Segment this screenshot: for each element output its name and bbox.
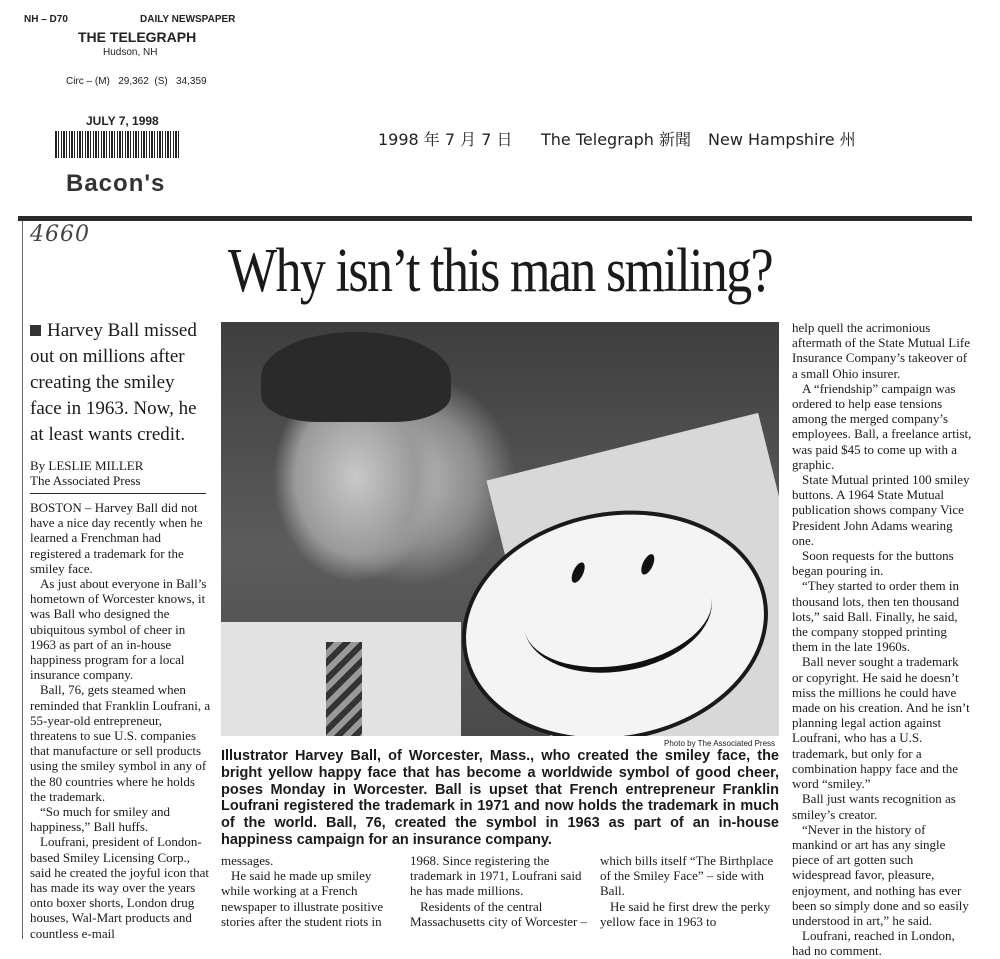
column-3 (410, 853, 590, 929)
paragraph: As just about everyone in Ball’s hometown of Worcester knows, it was Ball who designed the ubiquitous symbol of cheer in 1963 as part of an in-house happiness program for a local insurance company. (30, 576, 207, 683)
paragraph: help quell the acrimonious aftermath of the State Mutual Life Insurance Company’s takeover of a small Ohio insurer. (792, 320, 970, 381)
column-1 (30, 500, 211, 941)
paragraph: Ball just wants recognition as smiley’s creator. (792, 791, 956, 822)
clip-circulation: Circ – (M) 29,362 (S) 34,359 (66, 76, 207, 87)
photo-caption: Illustrator Harvey Ball, of Worcester, Mass., who created the smiley face, the bright yellow happy face that has become a worldwide symbol of good cheer, poses Monday in Worcester. Ball is upset that French entrepreneur Franklin Loufrani registered the trademark in 1971 and now holds the trademark in much of the world. Ball, 76, created the symbol in 1963 as part of an in-house happiness campaign for an insurance company. (221, 748, 779, 848)
byline-rule (30, 493, 206, 494)
paragraph: Soon requests for the buttons began pouring in. (792, 548, 954, 579)
portrait-hair (261, 332, 451, 422)
paragraph: A “friendship” campaign was ordered to help ease tensions among the merged company’s employees. Ball, a freelance artist, was paid $45 to come up with a graphic. (792, 380, 972, 472)
column-5 (792, 320, 972, 959)
paragraph: “So much for smiley and happiness,” Ball huffs. (30, 804, 170, 835)
clip-city: Hudson, NH (103, 47, 158, 58)
article-photo (221, 322, 779, 736)
handwritten-number: 4660 (30, 222, 90, 247)
portrait-tie (326, 642, 362, 736)
square-bullet-icon (30, 325, 41, 336)
paragraph: which bills itself “The Birthplace of the Smiley Face” – side with Ball. (600, 853, 774, 899)
paragraph: He said he made up smiley while working at a French newspaper to illustrate positive stories after the student riots in (221, 868, 384, 929)
paragraph: Ball never sought a trademark or copyright. He said he doesn’t miss the millions he could have made on his creation. And he isn’t planning legal action against Loufrani, who has a U.S. trademark, but only for a combination happy face and the word “smiley.” (792, 654, 970, 792)
paragraph: Ball, 76, gets steamed when reminded that Franklin Loufrani, a 55-year-old entrepreneur, threatens to sue U.S. companies that manufacture or sell products using the smiley symbol in any of the 80 countries where he holds the trademark. (30, 682, 211, 804)
clip-paper: THE TELEGRAPH (78, 29, 197, 45)
paragraph: “Never in the history of mankind or art has any single piece of art gotten such widespread favor, pleasure, enjoyment, and nothing has ever been so simply done and so easily understood in art,” he said. (792, 821, 969, 928)
byline: By LESLIE MILLER (30, 458, 144, 473)
paragraph: “They started to order them in thousand lots, then ten thousand lots,” said Ball. Finally, he said, the company stopped printing them in the late 1960s. (792, 578, 960, 655)
clip-date: JULY 7, 1998 (86, 114, 159, 128)
smiley-mouth (514, 540, 721, 687)
photo-credit: Photo by The Associated Press (664, 739, 776, 748)
paragraph: 1968. Since registering the trademark in 1971, Loufrani said he has made millions. (410, 853, 582, 899)
jp-date: 1998 年 7 月 7 日 (378, 130, 513, 149)
barcode (55, 131, 179, 158)
top-rule (18, 216, 972, 221)
agency: The Associated Press (30, 473, 141, 488)
bacons-logo: Bacon's (66, 170, 166, 197)
deck (30, 318, 210, 448)
left-border (22, 221, 23, 939)
jp-paper: The Telegraph 新聞 (541, 130, 691, 149)
paragraph: Residents of the central Massachusetts city of Worcester – (410, 898, 588, 929)
paragraph: State Mutual printed 100 smiley buttons. A 1964 State Mutual publication shows company Vice President John Adams wearing one. (792, 472, 970, 548)
paragraph: Loufrani, reached in London, had no comment. (792, 928, 955, 959)
column-4 (600, 853, 778, 929)
jp-state: New Hampshire 州 (708, 130, 856, 149)
clip-code: NH – D70 (24, 14, 68, 25)
paragraph: He said he first drew the perky yellow face in 1963 to (600, 898, 771, 929)
deck-text: Harvey Ball missed out on millions after creating the smiley face in 1963. Now, he at least wants credit. (30, 320, 197, 445)
paragraph: BOSTON – Harvey Ball did not have a nice day recently when he learned a Frenchman had registered a trademark for the smiley face. (30, 500, 203, 576)
paragraph: messages. (221, 853, 274, 868)
column-2 (221, 853, 401, 929)
clip-type: DAILY NEWSPAPER (140, 14, 236, 25)
paragraph: Loufrani, president of London-based Smiley Licensing Corp., said he created the joyful icon that has made its way over the years onto boxer shorts, London drug houses, Wal-Mart products and countless e-mail (30, 834, 210, 941)
headline: Why isn’t this man smiling? (228, 237, 772, 305)
